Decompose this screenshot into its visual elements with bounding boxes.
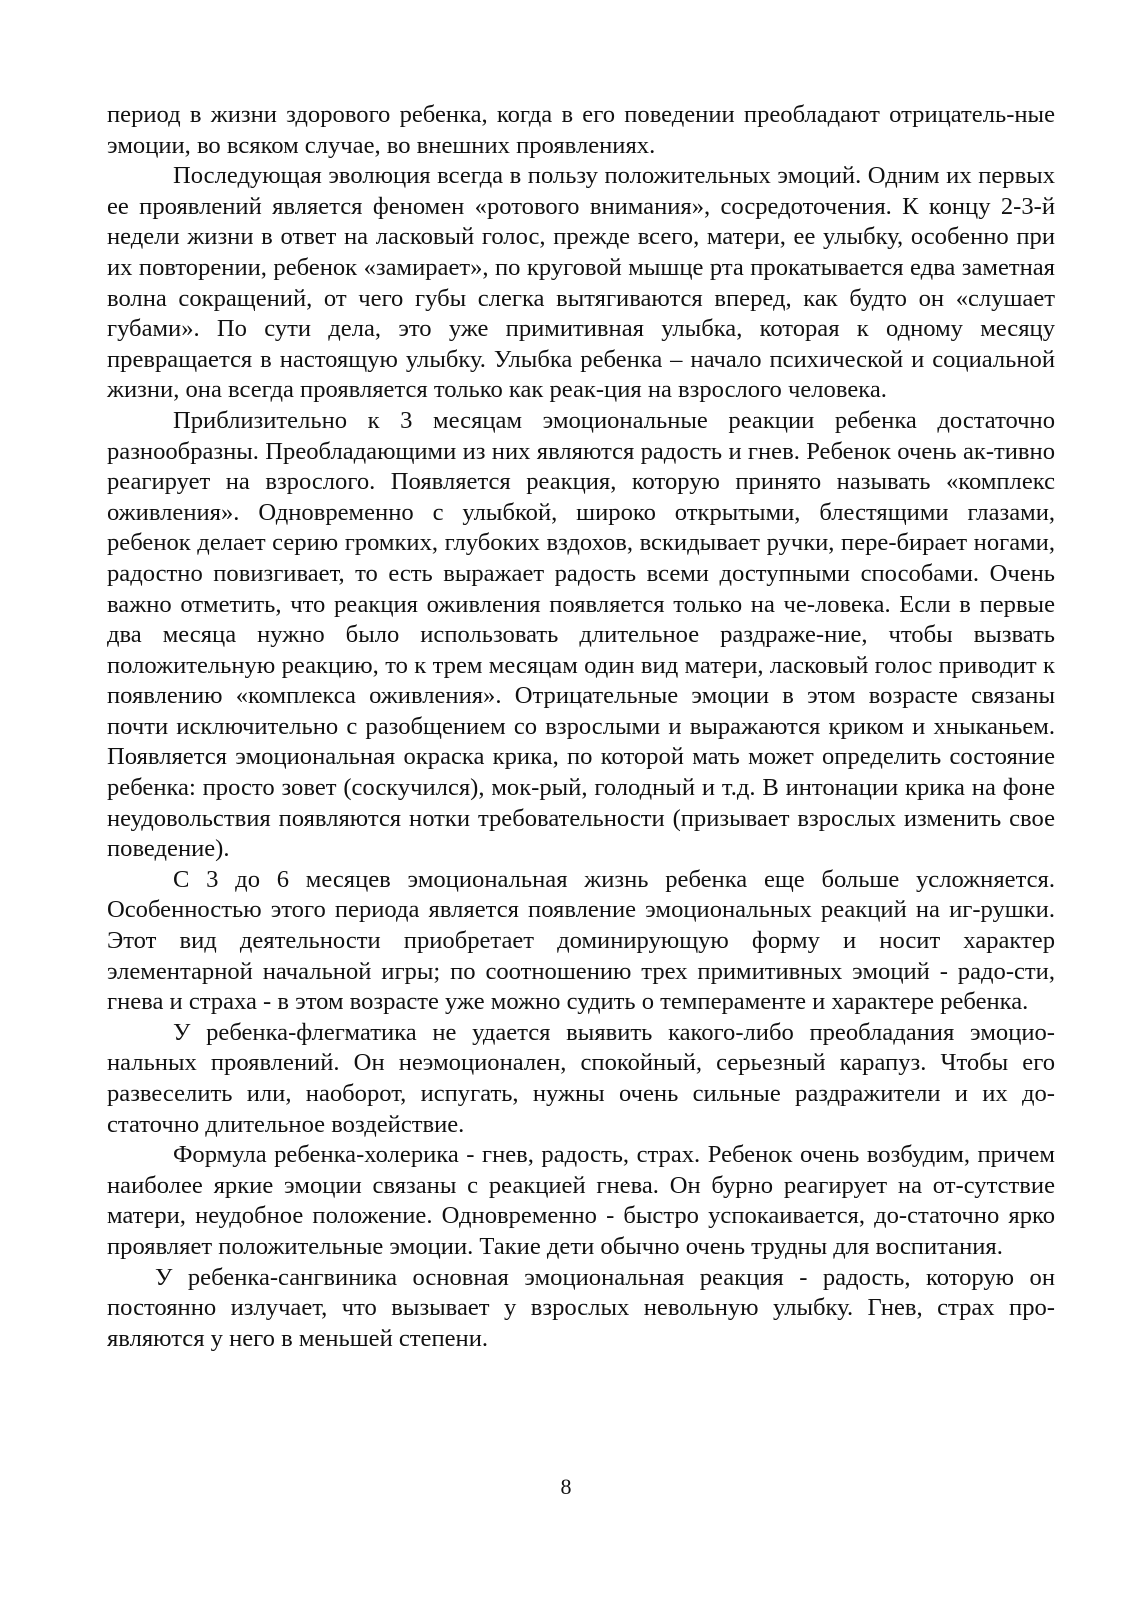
paragraph-choleric: Формула ребенка-холерика - гнев, радость, страх. Ребенок очень возбудим, причем наиболее яркие эмоции связаны с реакцией гнева. Он бурно реагирует на от-сутствие матери, неудобное положение. Одновременно - быстро успокаивается, до-статочно ярко проявляет положительные эмоции. Такие дети обычно очень трудны для воспитания. — [107, 1141, 1055, 1260]
paragraph-sanguine: У ребенка-сангвиника основная эмоциональная реакция - радость, которую он постоянно излучает, что вызывает у взрослых невольную улыбку. Гнев, страх про-являются у него в меньшей степени. — [107, 1263, 1055, 1352]
page-body — [107, 100, 1055, 1354]
paragraph-continuation: период в жизни здорового ребенка, когда в его поведении преобладают отрицатель-ные эмоции, во всяком случае, во внешних проявлениях. — [107, 101, 1055, 159]
paragraph-three-months: Приблизительно к 3 месяцам эмоциональные реакции ребенка достаточно разнообразны. Преобладающими из них являются радость и гнев. Ребенок очень ак-тивно реагирует на взрослого. Появляется реакция, которую принято называть «комплекс оживления». Одновременно с улыбкой, широко открытыми, блестящими глазами, ребенок делает серию громких, глубоких вздохов, вскидывает ручки, пере-бирает ногами, радостно повизгивает, то есть выражает радость всеми доступными способами. Очень важно отметить, что реакция оживления появляется только на че-ловека. Если в первые два месяца нужно было использовать длительное раздраже-ние, чтобы вызвать положительную реакцию, то к трем месяцам один вид матери, ласковый голос приводит к появлению «комплекса оживления». Отрицательные эмоции в этом возрасте связаны почти исключительно с разобщением со взрослыми и выражаются криком и хныканьем. Появляется эмоциональная окраска крика, по которой мать может определить состояние ребенка: просто зовет (соскучился), мок-рый, голодный и т.д. В интонации крика на фоне неудовольствия появляются нотки требовательности (призывает взрослых изменить свое поведение). — [107, 406, 1055, 863]
paragraph-evolution: Последующая эволюция всегда в пользу положительных эмоций. Одним их первых ее проявлений является феномен «ротового внимания», сосредоточения. К концу 2-3-й недели жизни в ответ на ласковый голос, прежде всего, матери, ее улыбку, особенно при их повторении, ребенок «замирает», по круговой мышце рта прокатывается едва заметная волна сокращений, от чего губы слегка вытягиваются вперед, как будто он «слушает губами». По сути дела, это уже примитивная улыбка, которая к одному месяцу превращается в настоящую улыбку. Улыбка ребенка – начало психической и социальной жизни, она всегда проявляется только как реак-ция на взрослого человека. — [107, 162, 1055, 404]
paragraph-phlegmatic: У ребенка-флегматика не удается выявить какого-либо преобладания эмоцио-нальных проявлений. Он неэмоционален, спокойный, серьезный карапуз. Чтобы его развеселить или, наоборот, испугать, нужны очень сильные раздражители и их до-статочно длительное воздействие. — [107, 1018, 1055, 1138]
paragraph-three-to-six-months: С 3 до 6 месяцев эмоциональная жизнь ребенка еще больше усложняется. Особенностью этого периода является появление эмоциональных реакций на иг-рушки. Этот вид деятельности приобретает доминирующую форму и носит характер элементарной начальной игры; по соотношению трех примитивных эмоций - радо-сти, гнева и страха - в этом возрасте уже можно судить о темпераменте и характере ребенка. — [107, 865, 1055, 1016]
page-number: 8 — [560, 1474, 572, 1499]
